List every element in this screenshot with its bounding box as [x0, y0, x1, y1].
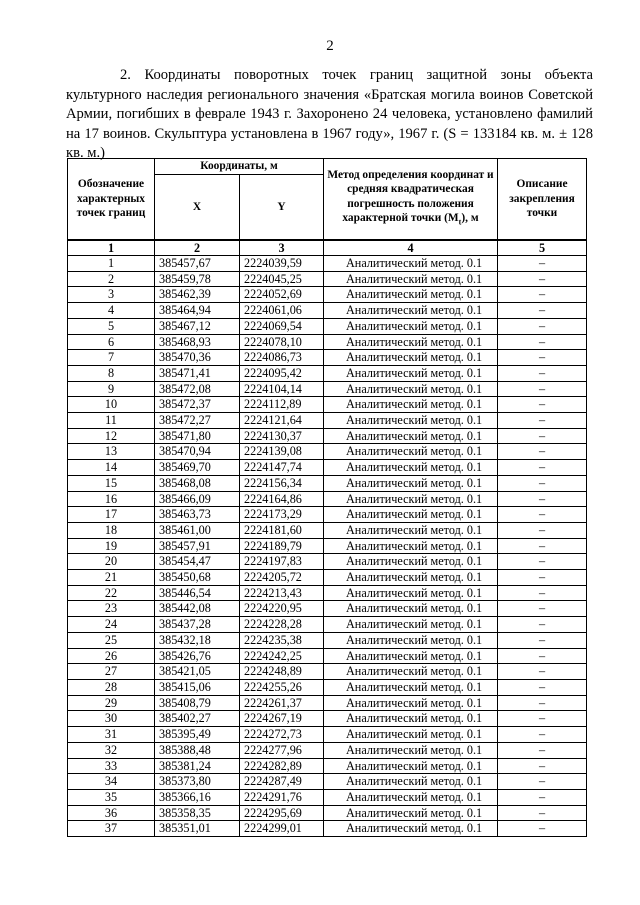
y-coordinate-cell: 2224095,42 [240, 365, 324, 381]
point-number-cell: 22 [68, 585, 155, 601]
table-row [68, 350, 587, 366]
method-cell: Аналитический метод. 0.1 [324, 350, 498, 366]
method-cell: Аналитический метод. 0.1 [324, 727, 498, 743]
header-designation: Обозначение характерных точек границ [68, 159, 155, 241]
table-row [68, 601, 587, 617]
description-cell: – [498, 287, 587, 303]
method-cell: Аналитический метод. 0.1 [324, 507, 498, 523]
method-cell: Аналитический метод. 0.1 [324, 428, 498, 444]
y-coordinate-cell: 2224086,73 [240, 350, 324, 366]
y-coordinate-cell: 2224261,37 [240, 695, 324, 711]
y-coordinate-cell: 2224181,60 [240, 522, 324, 538]
table-row [68, 334, 587, 350]
x-coordinate-cell: 385468,08 [155, 475, 240, 491]
method-cell: Аналитический метод. 0.1 [324, 460, 498, 476]
y-coordinate-cell: 2224069,54 [240, 318, 324, 334]
description-cell: – [498, 475, 587, 491]
description-cell: – [498, 554, 587, 570]
header-method-sub: t [458, 217, 462, 227]
method-cell: Аналитический метод. 0.1 [324, 491, 498, 507]
description-cell: – [498, 727, 587, 743]
table-row [68, 632, 587, 648]
table-row [68, 365, 587, 381]
x-coordinate-cell: 385463,73 [155, 507, 240, 523]
method-cell: Аналитический метод. 0.1 [324, 538, 498, 554]
method-cell: Аналитический метод. 0.1 [324, 711, 498, 727]
page-number: 2 [326, 38, 334, 54]
point-number-cell: 7 [68, 350, 155, 366]
method-cell: Аналитический метод. 0.1 [324, 334, 498, 350]
description-cell: – [498, 318, 587, 334]
point-number-cell: 8 [68, 365, 155, 381]
description-cell: – [498, 585, 587, 601]
table-row [68, 538, 587, 554]
description-cell: – [498, 334, 587, 350]
method-cell: Аналитический метод. 0.1 [324, 475, 498, 491]
coordinates-table [67, 158, 587, 837]
table-row [68, 585, 587, 601]
point-number-cell: 4 [68, 303, 155, 319]
y-coordinate-cell: 2224078,10 [240, 334, 324, 350]
method-cell: Аналитический метод. 0.1 [324, 679, 498, 695]
description-cell: – [498, 758, 587, 774]
x-coordinate-cell: 385408,79 [155, 695, 240, 711]
y-coordinate-cell: 2224104,14 [240, 381, 324, 397]
x-coordinate-cell: 385468,93 [155, 334, 240, 350]
x-coordinate-cell: 385450,68 [155, 570, 240, 586]
y-coordinate-cell: 2224235,38 [240, 632, 324, 648]
method-cell: Аналитический метод. 0.1 [324, 664, 498, 680]
description-cell: – [498, 774, 587, 790]
x-coordinate-cell: 385467,12 [155, 318, 240, 334]
method-cell: Аналитический метод. 0.1 [324, 318, 498, 334]
table-row [68, 413, 587, 429]
y-coordinate-cell: 2224189,79 [240, 538, 324, 554]
description-cell: – [498, 522, 587, 538]
method-cell: Аналитический метод. 0.1 [324, 287, 498, 303]
method-cell: Аналитический метод. 0.1 [324, 413, 498, 429]
x-coordinate-cell: 385469,70 [155, 460, 240, 476]
table-row [68, 397, 587, 413]
y-coordinate-cell: 2224121,64 [240, 413, 324, 429]
description-cell: – [498, 350, 587, 366]
x-coordinate-cell: 385373,80 [155, 774, 240, 790]
description-cell: – [498, 695, 587, 711]
table-row [68, 507, 587, 523]
column-number-row [68, 240, 587, 256]
method-cell: Аналитический метод. 0.1 [324, 365, 498, 381]
point-number-cell: 19 [68, 538, 155, 554]
y-coordinate-cell: 2224242,25 [240, 648, 324, 664]
point-number-cell: 2 [68, 271, 155, 287]
y-coordinate-cell: 2224228,28 [240, 617, 324, 633]
x-coordinate-cell: 385462,39 [155, 287, 240, 303]
description-cell: – [498, 538, 587, 554]
point-number-cell: 6 [68, 334, 155, 350]
point-number-cell: 28 [68, 679, 155, 695]
table-row [68, 774, 587, 790]
y-coordinate-cell: 2224164,86 [240, 491, 324, 507]
x-coordinate-cell: 385464,94 [155, 303, 240, 319]
point-number-cell: 15 [68, 475, 155, 491]
table-row [68, 821, 587, 837]
y-coordinate-cell: 2224197,83 [240, 554, 324, 570]
header-method-unit: ), м [461, 212, 479, 225]
method-cell: Аналитический метод. 0.1 [324, 585, 498, 601]
intro-paragraph: 2. Координаты поворотных точек границ защитной зоны объекта культурного наследия регионального значения «Братская могила воинов Советской Армии, погибших в феврале 1943 г. Захоронено 24 человека, установлено фамилий на 17 воинов. Скульптура установлена в 1967 году», 1967 г. (S = 133184 кв. м. ± 128 кв. м.) [66, 67, 593, 161]
method-cell: Аналитический метод. 0.1 [324, 774, 498, 790]
y-coordinate-cell: 2224255,26 [240, 679, 324, 695]
x-coordinate-cell: 385461,00 [155, 522, 240, 538]
x-coordinate-cell: 385395,49 [155, 727, 240, 743]
description-cell: – [498, 413, 587, 429]
x-coordinate-cell: 385432,18 [155, 632, 240, 648]
point-number-cell: 29 [68, 695, 155, 711]
method-cell: Аналитический метод. 0.1 [324, 648, 498, 664]
x-coordinate-cell: 385457,67 [155, 256, 240, 272]
point-number-cell: 25 [68, 632, 155, 648]
x-coordinate-cell: 385457,91 [155, 538, 240, 554]
point-number-cell: 27 [68, 664, 155, 680]
point-number-cell: 20 [68, 554, 155, 570]
header-y: Y [240, 175, 324, 241]
method-cell: Аналитический метод. 0.1 [324, 444, 498, 460]
description-cell: – [498, 303, 587, 319]
y-coordinate-cell: 2224277,96 [240, 742, 324, 758]
description-cell: – [498, 256, 587, 272]
point-number-cell: 1 [68, 256, 155, 272]
method-cell: Аналитический метод. 0.1 [324, 632, 498, 648]
y-coordinate-cell: 2224220,95 [240, 601, 324, 617]
method-cell: Аналитический метод. 0.1 [324, 522, 498, 538]
x-coordinate-cell: 385472,08 [155, 381, 240, 397]
y-coordinate-cell: 2224299,01 [240, 821, 324, 837]
description-cell: – [498, 428, 587, 444]
method-cell: Аналитический метод. 0.1 [324, 805, 498, 821]
description-cell: – [498, 381, 587, 397]
column-number: 5 [498, 240, 587, 256]
method-cell: Аналитический метод. 0.1 [324, 256, 498, 272]
y-coordinate-cell: 2224248,89 [240, 664, 324, 680]
method-cell: Аналитический метод. 0.1 [324, 271, 498, 287]
y-coordinate-cell: 2224061,06 [240, 303, 324, 319]
point-number-cell: 17 [68, 507, 155, 523]
header-x: X [155, 175, 240, 241]
coordinates-table-container [67, 158, 586, 837]
description-cell: – [498, 632, 587, 648]
point-number-cell: 24 [68, 617, 155, 633]
y-coordinate-cell: 2224156,34 [240, 475, 324, 491]
y-coordinate-cell: 2224282,89 [240, 758, 324, 774]
table-row [68, 460, 587, 476]
table-row [68, 381, 587, 397]
method-cell: Аналитический метод. 0.1 [324, 554, 498, 570]
x-coordinate-cell: 385388,48 [155, 742, 240, 758]
method-cell: Аналитический метод. 0.1 [324, 742, 498, 758]
table-row [68, 711, 587, 727]
table-row [68, 287, 587, 303]
table-body [68, 240, 587, 837]
y-coordinate-cell: 2224173,29 [240, 507, 324, 523]
table-row [68, 475, 587, 491]
x-coordinate-cell: 385466,09 [155, 491, 240, 507]
point-number-cell: 14 [68, 460, 155, 476]
header-description: Описание закрепления точки [498, 159, 587, 241]
table-row [68, 444, 587, 460]
y-coordinate-cell: 2224147,74 [240, 460, 324, 476]
table-row [68, 727, 587, 743]
x-coordinate-cell: 385381,24 [155, 758, 240, 774]
method-cell: Аналитический метод. 0.1 [324, 397, 498, 413]
table-row [68, 522, 587, 538]
description-cell: – [498, 444, 587, 460]
point-number-cell: 11 [68, 413, 155, 429]
x-coordinate-cell: 385454,47 [155, 554, 240, 570]
table-row [68, 491, 587, 507]
y-coordinate-cell: 2224039,59 [240, 256, 324, 272]
x-coordinate-cell: 385471,80 [155, 428, 240, 444]
point-number-cell: 36 [68, 805, 155, 821]
y-coordinate-cell: 2224267,19 [240, 711, 324, 727]
column-number: 1 [68, 240, 155, 256]
x-coordinate-cell: 385437,28 [155, 617, 240, 633]
point-number-cell: 13 [68, 444, 155, 460]
method-cell: Аналитический метод. 0.1 [324, 789, 498, 805]
y-coordinate-cell: 2224272,73 [240, 727, 324, 743]
table-row [68, 256, 587, 272]
x-coordinate-cell: 385402,27 [155, 711, 240, 727]
column-number: 2 [155, 240, 240, 256]
description-cell: – [498, 664, 587, 680]
method-cell: Аналитический метод. 0.1 [324, 617, 498, 633]
x-coordinate-cell: 385351,01 [155, 821, 240, 837]
x-coordinate-cell: 385471,41 [155, 365, 240, 381]
y-coordinate-cell: 2224139,08 [240, 444, 324, 460]
x-coordinate-cell: 385426,76 [155, 648, 240, 664]
description-cell: – [498, 271, 587, 287]
point-number-cell: 32 [68, 742, 155, 758]
description-cell: – [498, 789, 587, 805]
description-cell: – [498, 821, 587, 837]
method-cell: Аналитический метод. 0.1 [324, 381, 498, 397]
method-cell: Аналитический метод. 0.1 [324, 758, 498, 774]
point-number-cell: 18 [68, 522, 155, 538]
point-number-cell: 21 [68, 570, 155, 586]
x-coordinate-cell: 385366,16 [155, 789, 240, 805]
description-cell: – [498, 601, 587, 617]
x-coordinate-cell: 385472,37 [155, 397, 240, 413]
table-row [68, 742, 587, 758]
point-number-cell: 3 [68, 287, 155, 303]
x-coordinate-cell: 385470,94 [155, 444, 240, 460]
header-method-text: Метод определения координат и средняя квадратическая погрешность положения характерной точки (M [327, 168, 494, 225]
point-number-cell: 12 [68, 428, 155, 444]
x-coordinate-cell: 385446,54 [155, 585, 240, 601]
description-cell: – [498, 570, 587, 586]
point-number-cell: 31 [68, 727, 155, 743]
method-cell: Аналитический метод. 0.1 [324, 695, 498, 711]
point-number-cell: 23 [68, 601, 155, 617]
y-coordinate-cell: 2224205,72 [240, 570, 324, 586]
table-row [68, 805, 587, 821]
table-row [68, 303, 587, 319]
table-row [68, 428, 587, 444]
point-number-cell: 34 [68, 774, 155, 790]
y-coordinate-cell: 2224045,25 [240, 271, 324, 287]
description-cell: – [498, 679, 587, 695]
method-cell: Аналитический метод. 0.1 [324, 821, 498, 837]
x-coordinate-cell: 385470,36 [155, 350, 240, 366]
y-coordinate-cell: 2224295,69 [240, 805, 324, 821]
point-number-cell: 33 [68, 758, 155, 774]
table-row [68, 570, 587, 586]
y-coordinate-cell: 2224130,37 [240, 428, 324, 444]
y-coordinate-cell: 2224213,43 [240, 585, 324, 601]
description-cell: – [498, 491, 587, 507]
method-cell: Аналитический метод. 0.1 [324, 303, 498, 319]
table-row [68, 318, 587, 334]
point-number-cell: 16 [68, 491, 155, 507]
x-coordinate-cell: 385472,27 [155, 413, 240, 429]
x-coordinate-cell: 385415,06 [155, 679, 240, 695]
description-cell: – [498, 507, 587, 523]
point-number-cell: 30 [68, 711, 155, 727]
method-cell: Аналитический метод. 0.1 [324, 570, 498, 586]
point-number-cell: 9 [68, 381, 155, 397]
x-coordinate-cell: 385358,35 [155, 805, 240, 821]
table-row [68, 617, 587, 633]
y-coordinate-cell: 2224112,89 [240, 397, 324, 413]
method-cell: Аналитический метод. 0.1 [324, 601, 498, 617]
table-row [68, 789, 587, 805]
point-number-cell: 5 [68, 318, 155, 334]
x-coordinate-cell: 385459,78 [155, 271, 240, 287]
table-row [68, 664, 587, 680]
table-row [68, 271, 587, 287]
column-number: 4 [324, 240, 498, 256]
y-coordinate-cell: 2224052,69 [240, 287, 324, 303]
x-coordinate-cell: 385442,08 [155, 601, 240, 617]
header-coordinates: Координаты, м [155, 159, 324, 175]
description-cell: – [498, 805, 587, 821]
description-cell: – [498, 397, 587, 413]
point-number-cell: 26 [68, 648, 155, 664]
y-coordinate-cell: 2224291,76 [240, 789, 324, 805]
point-number-cell: 35 [68, 789, 155, 805]
description-cell: – [498, 711, 587, 727]
description-cell: – [498, 365, 587, 381]
x-coordinate-cell: 385421,05 [155, 664, 240, 680]
description-cell: – [498, 648, 587, 664]
description-cell: – [498, 617, 587, 633]
header-method [324, 159, 498, 241]
table-row [68, 554, 587, 570]
table-row [68, 758, 587, 774]
description-cell: – [498, 742, 587, 758]
description-cell: – [498, 460, 587, 476]
column-number: 3 [240, 240, 324, 256]
point-number-cell: 10 [68, 397, 155, 413]
y-coordinate-cell: 2224287,49 [240, 774, 324, 790]
table-row [68, 679, 587, 695]
point-number-cell: 37 [68, 821, 155, 837]
table-row [68, 648, 587, 664]
table-row [68, 695, 587, 711]
